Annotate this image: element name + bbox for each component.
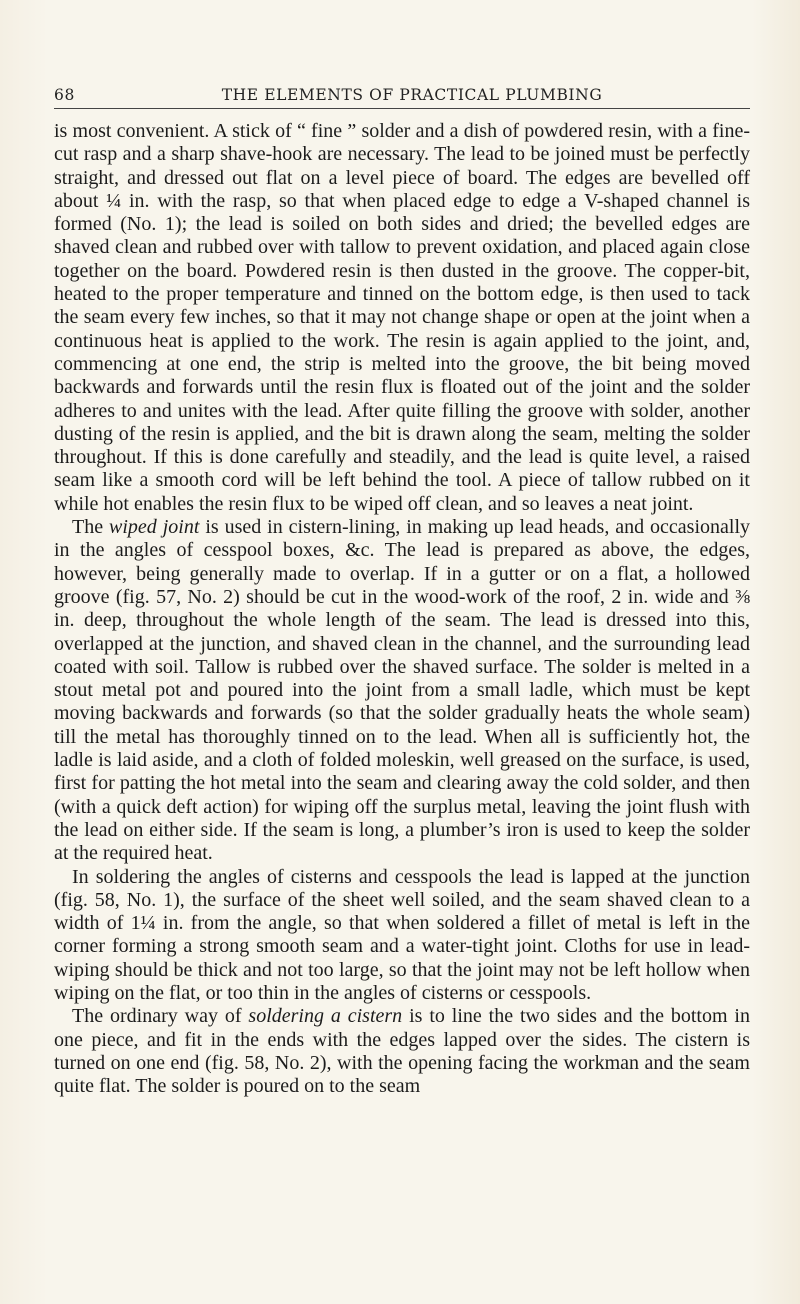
paragraph-text: In soldering the angles of cisterns and cesspools the lead is lapped at the junction (fig. 58, No. 1), the surface of the sheet well soiled, and the seam shaved clean to a width of 1¼ in. from the angle, so that when soldered a fillet of metal is left in the corner forming a strong smooth seam and a water-tight joint. Cloths for use in lead-wiping should be thick and not too large, so that the joint may not be left hollow when wiping on the flat, or too thin in the angles of cisterns or cesspools. (54, 865, 750, 1004)
paragraph-text: is used in cistern-lining, in making up lead heads, and occasionally in the angles of cesspool boxes, &c. The lead is prepared as above, the edges, however, being generally made to overlap. If in a gutter or on a flat, a hollowed groove (fig. 57, No. 2) should be cut in the wood-work of the roof, 2 in. wide and ⅜ in. deep, throughout the whole length of the seam. The lead is dressed into this, overlapped at the junction, and shaved clean in the channel, and the surrounding lead coated with soil. Tallow is rubbed over the shaved surface. The solder is melted in a stout metal pot and poured into the joint from a small ladle, which must be kept moving backwards and forwards (so that the solder gradually heats the whole seam) till the metal has thoroughly tinned on to the lead. When all is sufficiently hot, the ladle is laid aside, and a cloth of folded moleskin, well greased on the surface, is used, first for patting the hot metal into the seam and clearing away the cold solder, and then (with a quick deft action) for wiping off the surplus metal, leaving the joint flush with the lead on either side. If the seam is long, a plumber’s iron is used to keep the solder at the required heat. (54, 516, 751, 865)
paragraph-text: is most convenient. A stick of “ fine ” solder and a dish of powdered resin, with a fine-cut rasp and a sharp shave-hook are necessary. The lead to be joined must be perfectly straight, and dressed out flat on a level piece of board. The edges are bevelled off about ¼ in. with the rasp, so that when placed edge to edge a V-shaped channel is formed (No. 1); the lead is soiled on both sides and dried; the bevelled edges are shaved clean and rubbed over with tallow to prevent oxidation, and placed again close together on the board. Powdered resin is then dusted in the groove. The copper-bit, heated to the proper temperature and tinned on the bottom edge, is then used to tack the seam every few inches, so that it may not change shape or open at the joint when a continuous heat is applied to the work. The resin is again applied to the joint, and, commencing at one end, the strip is melted into the groove, the bit being moved backwards and forwards until the resin flux is floated out of the joint and the solder adheres to and unites with the lead. After quite filling the groove with solder, another dusting of the resin is applied, and the bit is drawn along the seam, melting the solder throughout. If this is done carefully and steadily, and the lead is quite level, a raised seam like a smooth cord will be left behind the tool. A piece of tallow rubbed on it while hot enables the resin flux to be wiped off clean, and so leaves a neat joint. (54, 120, 750, 515)
paragraph-text: The (72, 516, 110, 539)
body-text (54, 120, 750, 1098)
paragraph-text: is to line the two sides and the bottom in one piece, and fit in the ends with the edges lapped over the sides. The cistern is turned on one end (fig. 58, No. 2), with the opening facing the workman and the seam quite flat. The solder is poured on to the seam (54, 1005, 750, 1098)
paragraph-3 (54, 866, 750, 1006)
paragraph-text: The ordinary way of (72, 1005, 249, 1028)
paragraph-1 (54, 120, 750, 516)
paragraph-2 (54, 516, 750, 865)
header-rule (54, 108, 750, 109)
page-number: 68 (54, 86, 75, 104)
italic-term-wiped-joint: wiped joint (109, 516, 200, 539)
paragraph-4 (54, 1005, 750, 1098)
italic-term-soldering-cistern: soldering a cistern (248, 1005, 403, 1028)
running-title: THE ELEMENTS OF PRACTICAL PLUMBING (221, 86, 603, 104)
